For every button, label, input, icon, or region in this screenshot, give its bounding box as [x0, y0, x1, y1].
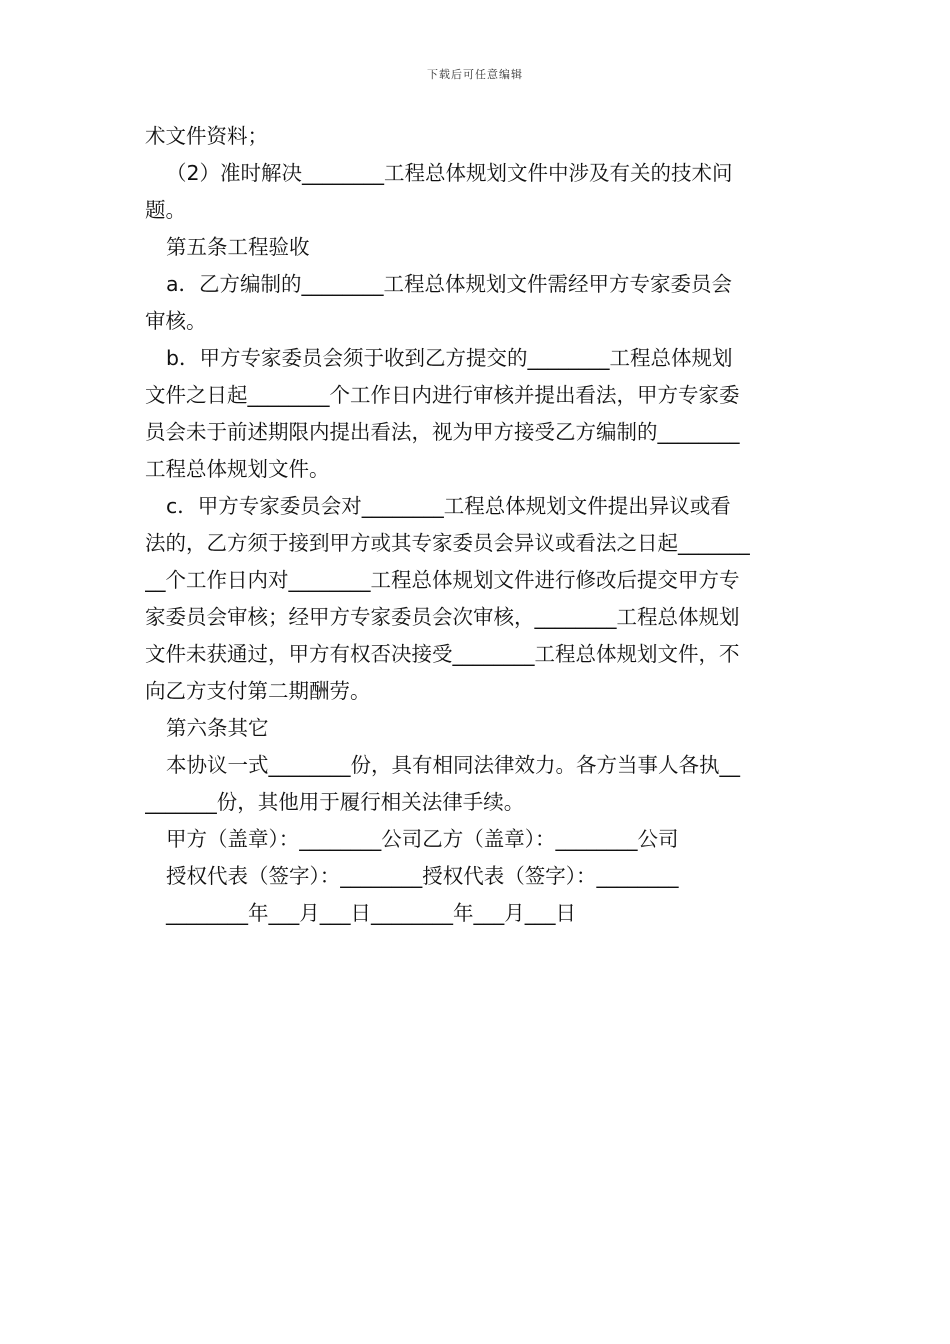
- text-line: 本协议一式________份，具有相同法律效力。各方当事人各执__: [166, 753, 740, 777]
- text-line: 工程总体规划文件。: [145, 457, 330, 481]
- contract-body: [145, 118, 813, 932]
- text-line: 文件之日起________个工作日内进行审核并提出看法，甲方专家委: [145, 383, 740, 407]
- section-heading: 第六条其它: [166, 716, 269, 740]
- text-line: b．甲方专家委员会须于收到乙方提交的________工程总体规划: [166, 346, 733, 370]
- signature-line-date: ________年___月___日________年___月___日: [166, 901, 576, 925]
- text-line: __个工作日内对________工程总体规划文件进行修改后提交甲方专: [145, 568, 740, 592]
- text-line: _______份，其他用于履行相关法律手续。: [145, 790, 525, 814]
- text-line: c．甲方专家委员会对________工程总体规划文件提出异议或看: [166, 494, 731, 518]
- text-line: 术文件资料；: [145, 124, 268, 148]
- text-line: 员会未于前述期限内提出看法，视为甲方接受乙方编制的________: [145, 420, 740, 444]
- signature-line-representative: 授权代表（签字）：________授权代表（签字）：________: [166, 864, 679, 888]
- section-heading: 第五条工程验收: [166, 235, 310, 259]
- text-line: 法的，乙方须于接到甲方或其专家委员会异议或看法之日起_______: [145, 531, 750, 555]
- text-line: 题。: [145, 198, 186, 222]
- text-line: 审核。: [145, 309, 207, 333]
- text-line: （2）准时解决________工程总体规划文件中涉及有关的技术问: [166, 161, 733, 185]
- text-line: 家委员会审核；经甲方专家委员会次审核，________工程总体规划: [145, 605, 740, 629]
- signature-line-party: 甲方（盖章）：________公司乙方（盖章）：________公司: [166, 827, 679, 851]
- text-line: 向乙方支付第二期酬劳。: [145, 679, 371, 703]
- text-line: a．乙方编制的________工程总体规划文件需经甲方专家委员会: [166, 272, 733, 296]
- page-header: 下载后可任意编辑: [427, 68, 523, 81]
- text-line: 文件未获通过，甲方有权否决接受________工程总体规划文件，不: [145, 642, 740, 666]
